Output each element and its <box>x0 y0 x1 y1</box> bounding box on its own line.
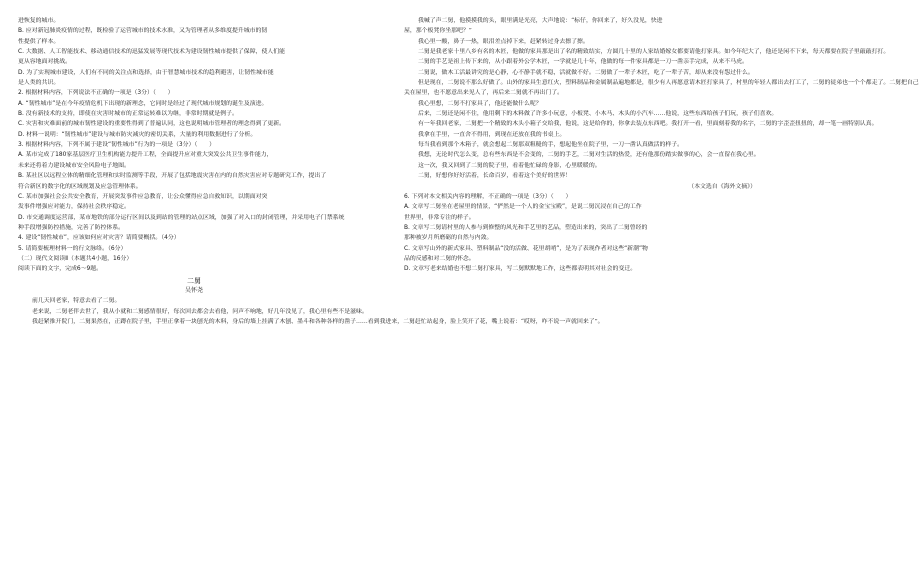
text-line: D. 市交通调度运营部，某市地铁的部分运行区间以及到站的管理的站点区域，加强了对入口的封闭管理，并采用电子门禁系统 <box>18 214 345 221</box>
text-line: 二舅说，做木工活最讲究的是心静，心不静手就不稳，活就做不好。二舅做了一辈子木匠，吃了一辈子苦，却从来没有怨过什么。 <box>418 69 754 76</box>
text-line: 每当我看到那个木箱子，就会想起二舅那双粗糙的手，想起他坐在院子里，一刀一凿认真做活的样子。 <box>418 142 684 149</box>
text-line: 进恢复的城市。 <box>18 18 60 24</box>
source-note: （本文选自《海外文摘》） <box>688 183 756 190</box>
text-line: B. 没有新技术的支持，即使在灾害时城市的正常运转难以为继，非常时期就是例子。 <box>18 111 238 118</box>
text-line: 二舅，好想你好好活着，长命百岁，看着这个美好的世界！ <box>418 173 572 180</box>
text-line: 品的反感和对二舅的怀念。 <box>404 255 475 262</box>
left-text-block <box>18 16 370 275</box>
text-line: 更从容地面对挑战。 <box>18 59 72 66</box>
text-line: 我想，无论时代怎么变，总有些东西是不会变的，二舅的手艺，二舅对生活的热爱，还有他那份踏实做事的心，会一直留在我心里。 <box>418 152 760 159</box>
text-line: 符合新区的数字化的区域规划及应急管理体系。 <box>18 183 142 190</box>
text-line: 二舅的手艺是祖上传下来的，从小跟着外公学木匠，一学就是几十年，他做的每一件家具都是一刀一凿亲手完成，从来不马虎。 <box>418 59 748 66</box>
text-line: 屋，那个板凳你坐那吧？” <box>404 28 472 35</box>
text-line: 后来，二舅还是闲不住，他用剩下的木料做了许多小玩意，小板凳、小木马、木头的小汽车……他说，这些东西给孩子们玩，孩子们喜欢。 <box>418 111 778 118</box>
text-line: （二）现代文阅读Ⅱ（本题共4小题，16分） <box>18 255 133 262</box>
text-line: B. 某社区以远程立体的精细化管理和实时监测等手段，开展了包括地震灾害在内的自然灾害应对专题研究工作，提出了 <box>18 173 327 180</box>
text-line: 但是现在，二舅说不那么好做了。山外的家具生意红火，塑料制品和金属制品遍地都是，很少有人再愿意请木匠打家具了，村里的年轻人都出去打工了，二舅的徒弟也一个个都走了。二舅把自己 <box>418 80 919 87</box>
text-line: 阅读下面的文字，完成6～9题。 <box>18 266 103 273</box>
story-author: 吴怀尧 <box>184 286 203 294</box>
story-text-block <box>18 296 604 327</box>
text-line: C. 某市加强社会公共安全教育，开展突发事件应急教育，让公众懂得应急自救知识，以期面对突 <box>18 193 268 200</box>
text-line: 我拿在手里，一直舍不得用，到现在还放在我的书桌上。 <box>418 131 566 138</box>
text-line: 是人类的共识。 <box>18 80 60 87</box>
text-line: C. 文章写山外的新式家具、塑料制品“没的活做、花里胡哨”，是为了表现作者对这些“新潮”物 <box>404 245 648 252</box>
text-line: 我喊了声二舅，他摸摸我的头，眼里满是光亮，大声地说：“标仔，你回来了，好久没见，快进 <box>418 18 663 24</box>
text-line: 老来说，二舅老伴去世了，我从小就和二舅感情很好，每次回去都会去看他，问声不响地，好几年没见了，我心里有些不是滋味。 <box>32 308 368 315</box>
text-line: A. 某市完成了180家基层医疗卫生机构能力提升工程，全面提升应对重大突发公共卫生事件能力， <box>18 152 273 159</box>
text-line: 关在屋里，也不愿意出来见人了，再后来二舅就不再出门了。 <box>404 90 564 97</box>
story-title: 二舅 <box>187 276 201 285</box>
text-line: 世界里，非常专注的样子。 <box>404 214 475 221</box>
text-line: 3. 根据材料内容，下列不属于建设“韧性城市”行为的一项是（3分）（ ） <box>18 142 216 149</box>
text-line: 发事件增强应对能力，保持社会秩序稳定。 <box>18 204 130 211</box>
text-line: D. 文章写老来结婚也不想二舅打家具，写二舅默默地工作，这些都表明其对社会的变迁。 <box>404 266 637 273</box>
text-line: 前几天回老家，特意去看了二舅。 <box>32 298 121 305</box>
text-line: B. 文章写二舅请村里的人参与到修整的风光和手艺里的艺品，塑造出来的，突出了二舅曾经的 <box>404 224 648 231</box>
text-line: 我赶紧推开院门，二舅果然在，正蹲在院子里，手里正拿着一块刨光的木料，身后的墙上挂满了木刨、墨斗和各种各样的凿子……看到我进来，二舅赶忙站起身，脸上笑开了花，嘴上说着：“哎呀，咋不说一声就回来了”。 <box>32 318 604 325</box>
text-line: 2. 根据材料内容，下列说法不正确的一项是（3分）（ ） <box>18 90 174 97</box>
text-line: C. 灾害和灾难面前的城市韧性建设的重要性得到了普遍认同，这也说明城市管理者的理念得到了更新。 <box>18 121 286 128</box>
text-line: B. 应对新冠肺炎疫情的过程，既检验了运营城市的技术水准，又为管理者从多维度提升城市的韧 <box>18 28 268 35</box>
text-line: 二舅是我老家十里八乡有名的木匠，他做的家具那是出了名的精致结实，方圆几十里的人家结婚嫁女都要请他打家具。如今年纪大了，他还是闲不下来，每天都要在院子里敲敲打打。 <box>418 49 890 56</box>
text-line: A. “韧性城市”是在今年疫情危机下出现的新理念，它同时是经过了现代城市规划的诞生及演进。 <box>18 100 268 107</box>
text-line: 6. 下列对本文相关内容的理解，不正确的一项是（3分）（ ） <box>404 193 572 200</box>
text-line: 有一年我回老家，二舅把一个精致的木头小箱子交给我，他说，这是给你的，你拿去装点东西吧。我打开一看，里面刻着我的名字，二舅的字歪歪扭扭的，却一笔一画特别认真。 <box>418 121 878 128</box>
text-line: 5. 请简要梳理材料一的行文脉络。（6分） <box>18 245 127 252</box>
text-line: C. 大数据、人工智能技术、移动通信技术的迅猛发展等现代技术为建设韧性城市提供了保障，使人们能 <box>18 49 286 56</box>
text-line: D. 为了实现城市建设，人们有不同的关注点和选择，由于智慧城市技术的趋利避害，让韧性城市能 <box>18 69 274 76</box>
text-line: 那种被岁月所磨砺的自然与内敛。 <box>404 235 493 242</box>
right-column <box>404 16 919 275</box>
text-line: 未来还将着力建设城市安全风险电子地图。 <box>18 162 130 169</box>
text-line: 4. 建设“韧性城市”，应该如何应对灾害？请简要概括。（4分） <box>18 235 180 242</box>
right-text-block <box>404 16 919 182</box>
text-line: 我心里一酸，鼻子一热，眼泪差点掉下来，赶紧转过身去擦了擦。 <box>418 38 589 45</box>
text-line: A. 文章写二舅坐在老屋里的情景，“俨然是一个人的金宝宝殿”，是说二舅沉浸在自己的工作 <box>404 204 642 211</box>
text-line: 种手段增强防控措施，完善了防控体系。 <box>18 224 125 231</box>
text-line: 我心里想，二舅不打家具了，他还能做什么呢？ <box>418 100 542 107</box>
text-line: 性提供了样本。 <box>18 38 60 45</box>
text-line: D. 材料一说明：“韧性城市”建设与城市防灾减灾的密切关系，大量的利用数据进行了分析。 <box>18 131 257 138</box>
text-line: 这一次，我又回到了二舅的院子里，看着他忙碌的身影，心里暖暖的。 <box>418 162 601 169</box>
question-6-block <box>404 192 756 275</box>
